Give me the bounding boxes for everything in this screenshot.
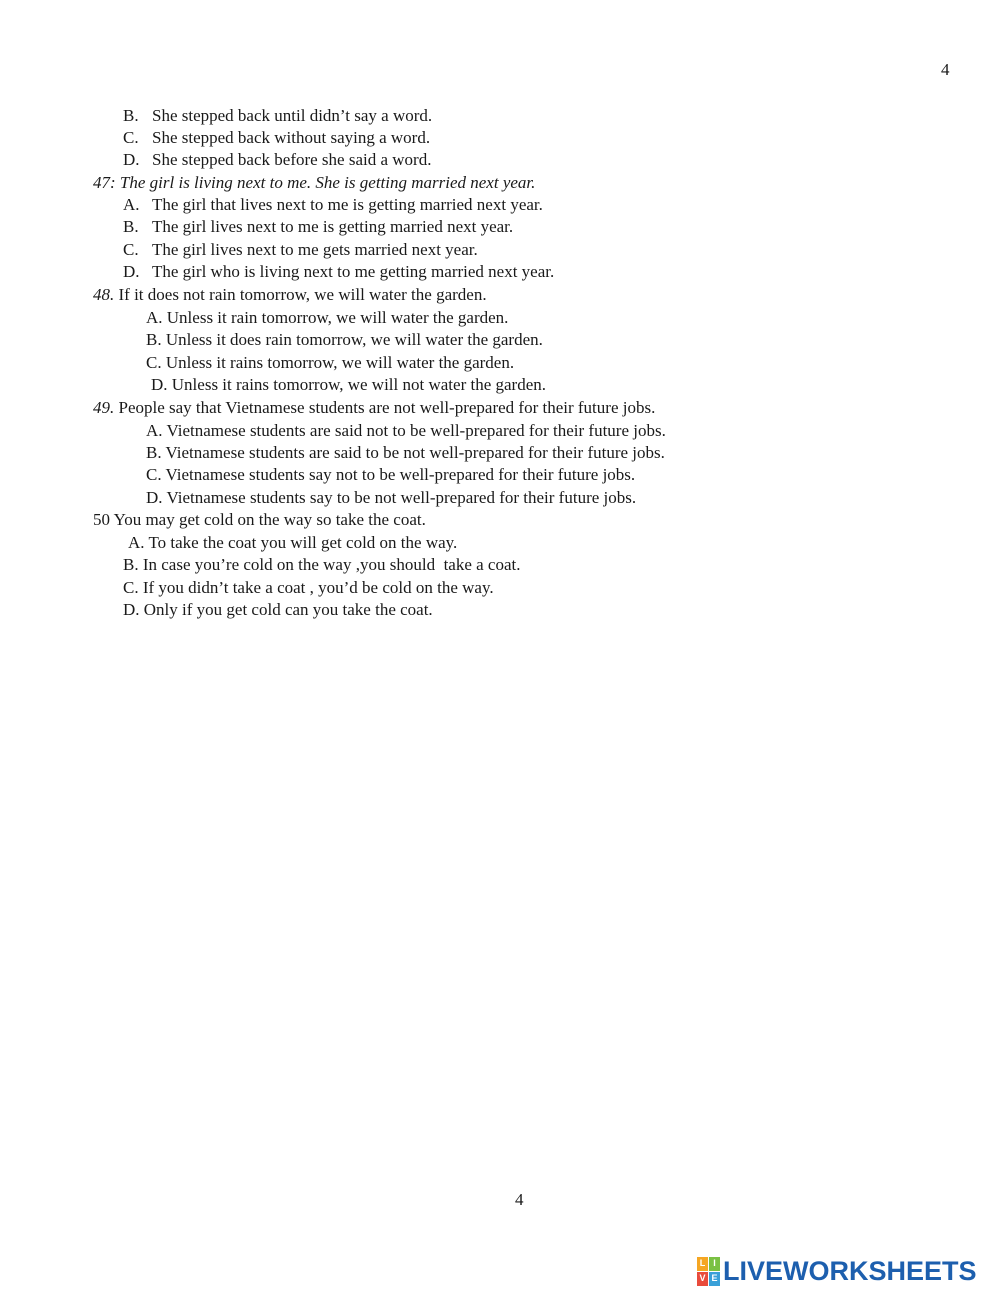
logo-block-e: E [709, 1272, 720, 1286]
q48-prompt: 48. If it does not rain tomorrow, we will water the garden. [93, 285, 487, 304]
page-number-top: 4 [941, 60, 950, 79]
page-number-bottom: 4 [515, 1190, 524, 1209]
q49-prompt: 49. People say that Vietnamese students are not well-prepared for their future jobs. [93, 398, 656, 417]
q49-option-d: D. Vietnamese students say to be not well-prepared for their future jobs. [146, 488, 637, 507]
q48-option-a: A. Unless it rain tomorrow, we will water the garden. [146, 308, 509, 327]
q47-option-a: A. The girl that lives next to me is getting married next year. [123, 195, 543, 214]
logo-text: LIVEWORKSHEETS [723, 1255, 977, 1286]
q48-option-b: B. Unless it does rain tomorrow, we will water the garden. [146, 330, 543, 349]
q49-option-b: B. Vietnamese students are said to be not well-prepared for their future jobs. [146, 443, 665, 462]
q47-prompt: 47: The girl is living next to me. She is getting married next year. [93, 173, 536, 192]
q49-option-c: C. Vietnamese students say not to be well-prepared for their future jobs. [146, 465, 636, 484]
q50-prompt: 50 You may get cold on the way so take the coat. [93, 510, 426, 529]
logo-block-l: L [697, 1257, 708, 1271]
q48-option-d: D. Unless it rains tomorrow, we will not water the garden. [151, 375, 547, 394]
q46-option-d: D. She stepped back before she said a word. [123, 150, 432, 169]
logo-blocks-icon [697, 1257, 720, 1286]
q47-option-b: B. The girl lives next to me is getting married next year. [123, 217, 514, 236]
logo-block-v: V [697, 1272, 708, 1286]
liveworksheets-logo[interactable] [697, 1256, 977, 1286]
q48-option-c: C. Unless it rains tomorrow, we will water the garden. [146, 353, 515, 372]
q46-option-c: C. She stepped back without saying a word. [123, 128, 431, 147]
q46-option-b: B. She stepped back until didn’t say a word. [123, 106, 433, 125]
q50-option-b: B. In case you’re cold on the way ,you should take a coat. [123, 555, 521, 574]
q50-option-a: A. To take the coat you will get cold on the way. [128, 533, 458, 552]
q49-option-a: A. Vietnamese students are said not to be well-prepared for their future jobs. [146, 421, 666, 440]
logo-block-i: I [709, 1257, 720, 1271]
q50-option-c: C. If you didn’t take a coat , you’d be cold on the way. [123, 578, 494, 597]
q47-option-c: C. The girl lives next to me gets married next year. [123, 240, 478, 259]
q47-option-d: D. The girl who is living next to me getting married next year. [123, 262, 555, 281]
q50-option-d: D. Only if you get cold can you take the coat. [123, 600, 433, 619]
